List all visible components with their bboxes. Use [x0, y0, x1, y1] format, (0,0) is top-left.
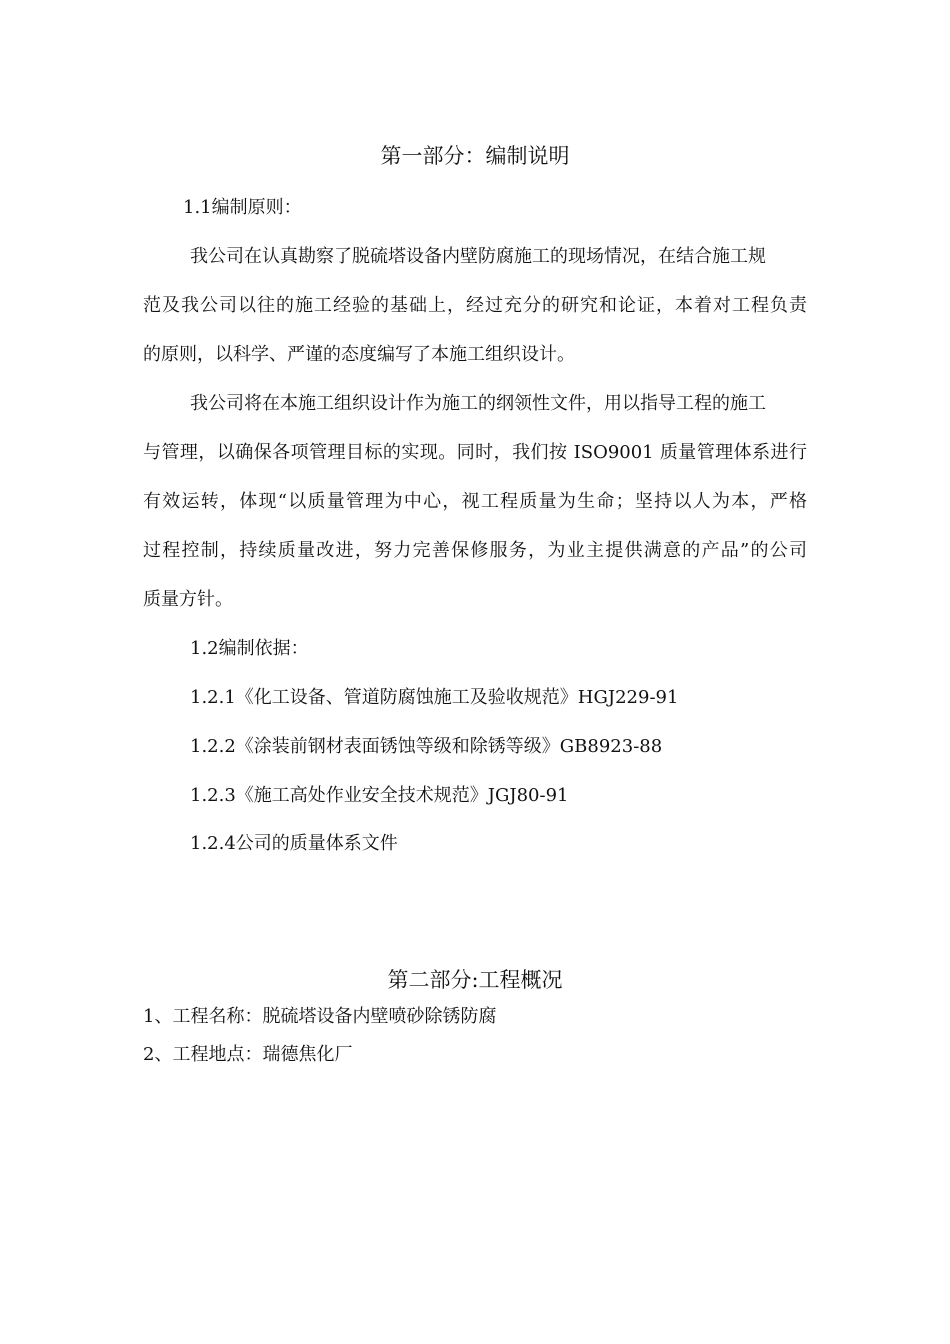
project-name-item: 1、工程名称：脱硫塔设备内壁喷砂除锈防腐 [143, 1006, 497, 1027]
part2-title: 第二部分:工程概况 [387, 968, 563, 992]
para1-line-3: 的原则，以科学、严谨的态度编写了本施工组织设计。 [143, 344, 575, 365]
basis-item: 1.2.1《化工设备、管道防腐蚀施工及验收规范》HGJ229-91 [190, 687, 679, 708]
para1-line-2: 范及我公司以往的施工经验的基础上，经过充分的研究和论证，本着对工程负责 [143, 295, 807, 316]
para2-line-5: 质量方针。 [143, 589, 233, 610]
para2-line-4: 过程控制，持续质量改进，努力完善保修服务，为业主提供满意的产品”的公司 [143, 540, 807, 561]
basis-item: 1.2.4公司的质量体系文件 [190, 833, 398, 854]
para2-line-3: 有效运转，体现“以质量管理为中心，视工程质量为生命；坚持以人为本，严格 [143, 491, 807, 512]
part1-title: 第一部分：编制说明 [380, 144, 570, 168]
para2-line-1: 我公司将在本施工组织设计作为施工的纲领性文件，用以指导工程的施工 [190, 393, 766, 414]
basis-item: 1.2.2《涂装前钢材表面锈蚀等级和除锈等级》GB8923-88 [190, 736, 663, 757]
para2-line-2: 与管理，以确保各项管理目标的实现。同时，我们按 ISO9001 质量管理体系进行 [143, 442, 807, 463]
section-1-2-heading: 1.2编制依据： [190, 638, 309, 659]
basis-item: 1.2.3《施工高处作业安全技术规范》JGJ80-91 [190, 785, 569, 806]
para1-line-1: 我公司在认真勘察了脱硫塔设备内壁防腐施工的现场情况，在结合施工规 [190, 246, 766, 267]
project-location-item: 2、工程地点：瑞德焦化厂 [143, 1044, 353, 1065]
section-1-1-heading: 1.1编制原则： [183, 197, 302, 218]
